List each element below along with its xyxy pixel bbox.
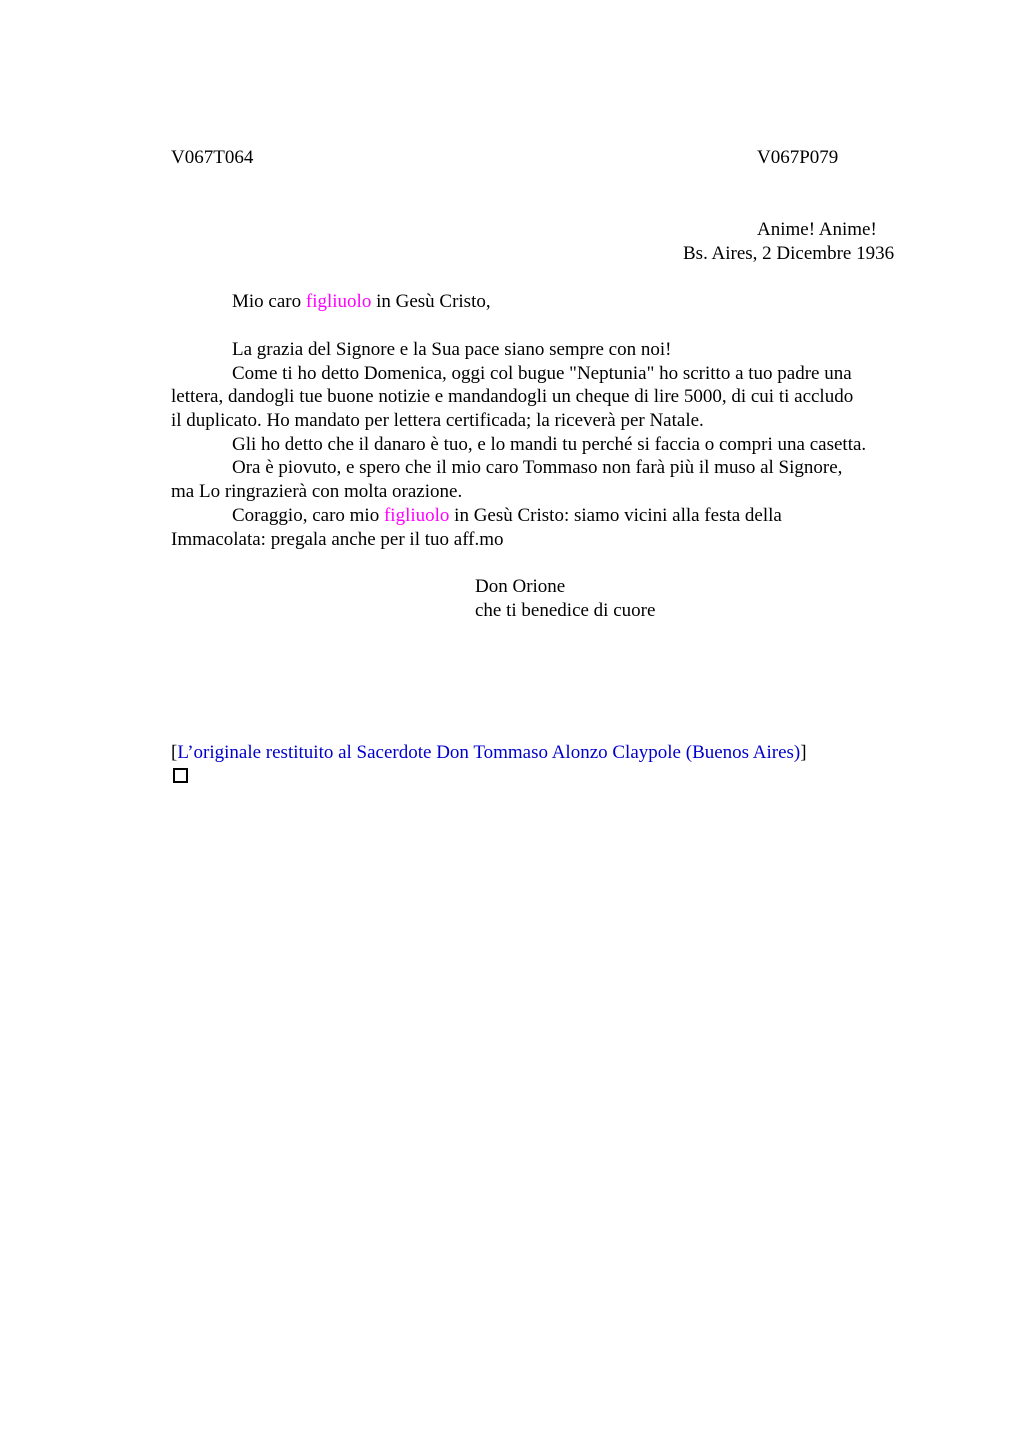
body-line-8-highlight: figliuolo (383, 505, 450, 526)
body-line-4: il duplicato. Ho mandato per lettera certificada; la riceverà per Natale. (171, 410, 704, 431)
body-line-7: ma Lo ringrazierà con molta orazione. (171, 481, 463, 502)
salutation (232, 290, 491, 314)
place-date: Bs. Aires, 2 Dicembre 1936 (683, 243, 895, 264)
body-line-8-after: in Gesù Cristo: siamo vicini alla festa della (449, 505, 782, 526)
footer-note-close-bracket: ] (800, 742, 807, 763)
salutation-highlight: figliuolo (305, 291, 372, 312)
body-line-2: Come ti ho detto Domenica, oggi col bugue "Neptunia" ho scritto a tuo padre una (232, 363, 852, 384)
salutation-before: Mio caro (232, 291, 306, 312)
footer-note (171, 741, 807, 765)
salutation-after: in Gesù Cristo, (371, 291, 491, 312)
document-code-right: V067P079 (757, 147, 839, 168)
signature-name: Don Orione (475, 576, 566, 597)
body-line-1: La grazia del Signore e la Sua pace siano sempre con noi! (232, 339, 672, 360)
body-line-9: Immacolata: pregala anche per il tuo aff.mo (171, 529, 504, 550)
body-line-6: Ora è piovuto, e spero che il mio caro Tommaso non farà più il muso al Signore, (232, 457, 843, 478)
body-line-5: Gli ho detto che il danaro è tuo, e lo mandi tu perché si faccia o compri una casetta. (232, 434, 867, 455)
empty-square-icon (173, 768, 188, 783)
signature-line: che ti benedice di cuore (475, 600, 656, 621)
body-line-3: lettera, dandogli tue buone notizie e mandandogli un cheque di lire 5000, di cui ti accludo (171, 386, 854, 407)
footer-note-text: L’originale restituito al Sacerdote Don Tommaso Alonzo Claypole (Buenos Aires) (177, 742, 801, 763)
footer-note-open-bracket: [ (171, 742, 178, 763)
body-line-8 (232, 504, 782, 528)
body-line-8-before: Coraggio, caro mio (232, 505, 384, 526)
document-code-left: V067T064 (171, 147, 254, 168)
motto: Anime! Anime! (757, 219, 877, 240)
